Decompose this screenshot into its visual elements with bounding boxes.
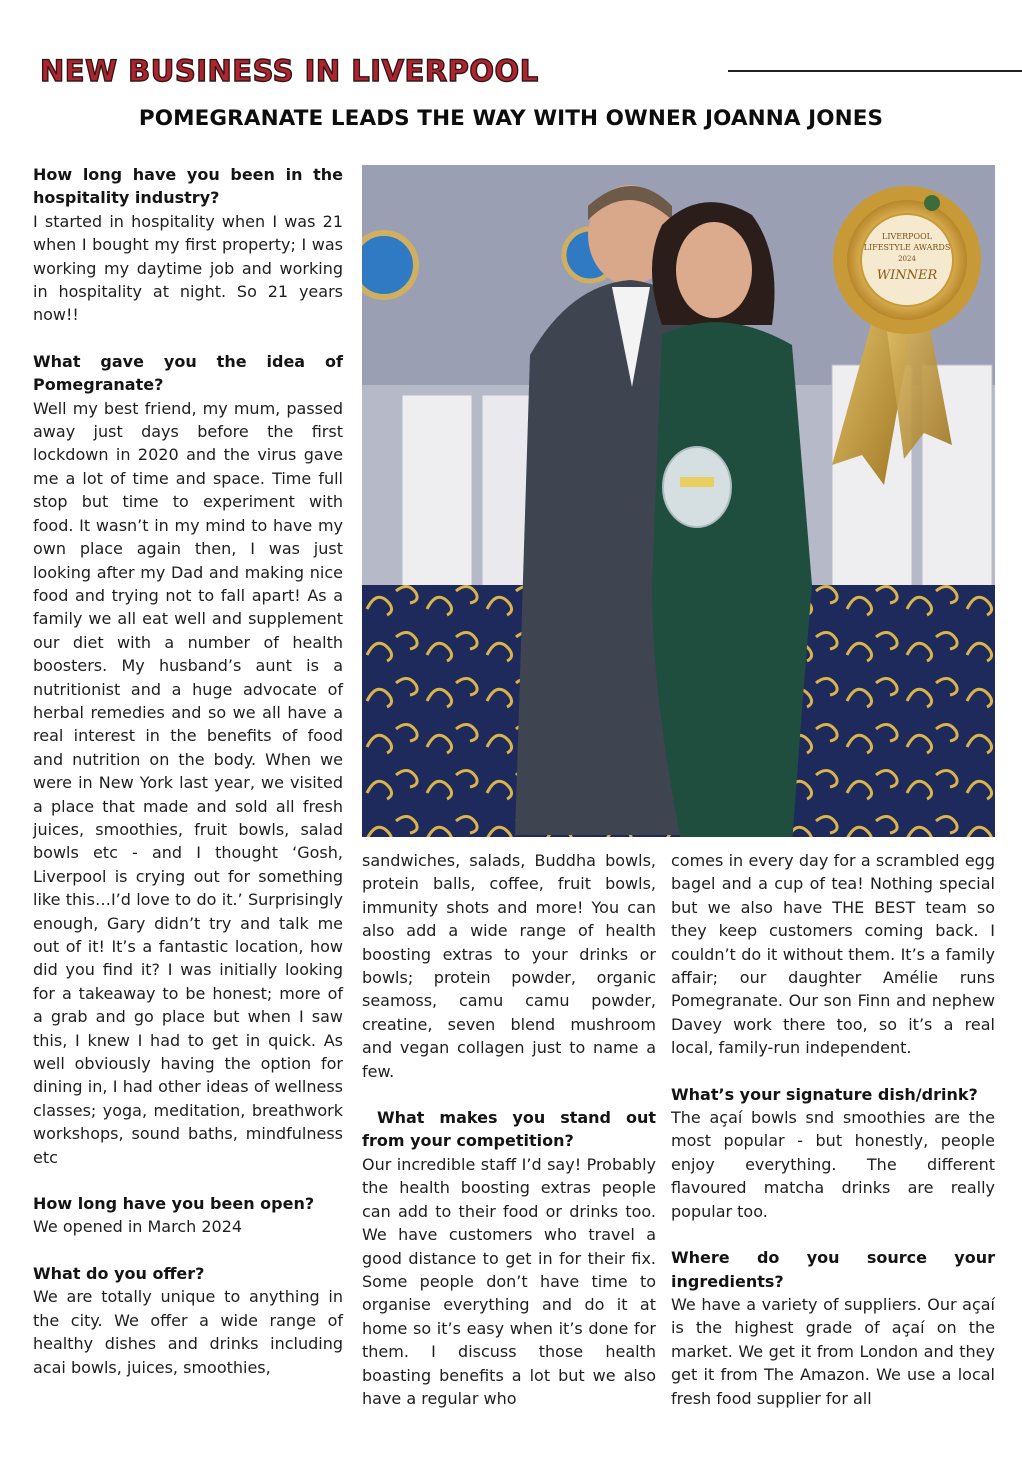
section-title: NEW BUSINESS IN LIVERPOOL <box>40 54 539 88</box>
award-photo <box>362 165 995 837</box>
rosette-line2: LIFESTYLE AWARDS <box>863 243 951 252</box>
answer-stand-out-part1: Our incredible staff I’d say! Probably the health boosting extras people can add to their food or drinks too. We have customers who travel a good distance to get in for their fix. Some people don’t have time to organise everything and do it at home so it’s easy when it’s done for them. I discuss those health boasting benefits a lot but we also have a regular who <box>362 1154 656 1408</box>
question-source: Where do you source your ingredients? <box>671 1248 995 1291</box>
rosette-line1: LIVERPOOL <box>882 232 932 241</box>
question-offer: What do you offer? <box>33 1263 205 1283</box>
trophy-award <box>663 447 731 527</box>
headline: POMEGRANATE LEADS THE WAY WITH OWNER JOANNA JONES <box>138 106 884 131</box>
answer-offer-part1: We are totally unique to anything in the city. We offer a wide range of healthy dishes and drinks including acai bowls, juices, smoothies, <box>33 1287 343 1377</box>
answer-idea: Well my best friend, my mum, passed away just days before the first lockdown in 2020 and the virus gave me a lot of time and space. Time full stop but time to experiment with food. It wasn’t in my mind to have my own place again then, I was just looking after my Dad and making nice food and trying not to fall apart! As a family we all eat well and supplement our diet with a number of health boosters. My husband’s aunt is a nutritionist and a huge advocate of herbal remedies and so we all have a real interest in the benefits of food and nutrition on the body. When we were in New York last year, we visited a place that made and sold all fresh juices, smoothies, fruit bowls, salad bowls etc - and I thought ‘Gosh, Liverpool is crying out for something like this…I’d love to do it.’ Surprisingly enough, Gary didn’t try and talk me out of it! It’s a fantastic location, how did you find it? I was initially looking for a takeaway to be honest; more of a grab and go place but when I saw this, I knew I had to get in quick. As well obviously having the option for dining in, I had other ideas of wellness classes; yoga, meditation, breathwork workshops, sound baths, mindfulness etc <box>33 398 343 1167</box>
masthead <box>40 54 1022 88</box>
question-industry: How long have you been in the hospitality industry? <box>33 165 343 208</box>
question-idea: What gave you the idea of Pomegranate? <box>33 351 343 395</box>
answer-offer-part2: sandwiches, salads, Buddha bowls, protein balls, coffee, fruit bowls, immunity shots and more! You can also add a wide range of health boosting extras to your drinks or bowls; protein powder, organic seamoss, camu camu powder, creatine, seven blend mushroom and vegan collagen just to name a few. <box>362 851 656 1081</box>
answer-industry: I started in hospitality when I was 21 when I bought my first property; I was working my daytime job and working in hospitality at night. So 21 years now!! <box>33 211 343 325</box>
title-rule <box>728 70 1022 72</box>
answer-open: We opened in March 2024 <box>33 1217 243 1237</box>
question-open: How long have you been open? <box>33 1194 315 1214</box>
rosette-winner: WINNER <box>876 268 938 283</box>
question-signature: What’s your signature dish/drink? <box>671 1084 978 1104</box>
answer-stand-out-part2: comes in every day for a scrambled egg bagel and a cup of tea! Nothing special but we also have THE BEST team so they keep customers coming back. I couldn’t do it without them. It’s a family affair; our daughter Amélie runs Pomegranate. Our son Finn and nephew Davey work there too, so it’s a real local, family-run independent. <box>671 851 995 1058</box>
question-stand-out: What makes you stand out from your competition? <box>362 1108 662 1151</box>
article-column-1 <box>33 163 343 1379</box>
answer-source: We have a variety of suppliers. Our açaí is the highest grade of açaí on the market. We get it from London and they get it from The Amazon. We use a local fresh food supplier for all <box>671 1294 995 1408</box>
article-column-2 <box>362 849 662 1410</box>
article-column-3 <box>671 849 995 1410</box>
rosette-year: 2024 <box>898 255 916 263</box>
answer-signature: The açaí bowls snd smoothies are the most popular - but honestly, people enjoy everything. The different flavoured matcha drinks are really popular too. <box>671 1108 995 1221</box>
